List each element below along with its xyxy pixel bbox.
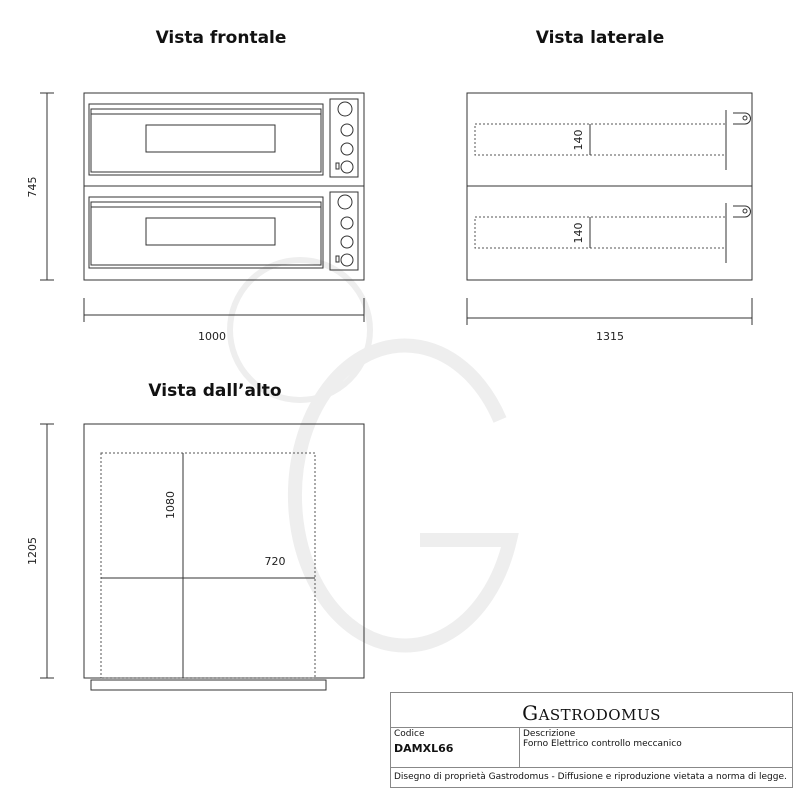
front-view-title: Vista frontale [155,28,287,48]
code-label: Codice [394,729,425,739]
top-chamber-width-dim: 720 [264,555,286,568]
front-height-dim: 745 [26,176,39,198]
top-view-title: Vista dall’alto [148,381,282,401]
top-view [26,424,364,690]
side-view [467,93,752,343]
description-value: Forno Elettrico controllo meccanico [523,739,682,749]
side-depth-dim: 1315 [596,330,624,343]
front-width-dim: 1000 [198,330,226,343]
brand-logo: GASTRODOMUS [391,693,792,728]
side-chamber-height-dim-upper: 140 [572,129,585,151]
title-block [390,692,793,788]
oven-deck-lower [89,192,358,270]
ownership-notice: Disegno di proprietà Gastrodomus - Diffusione e riproduzione vietata a norma di legge. [394,772,787,782]
top-depth-dim: 1205 [26,537,39,565]
top-chamber-depth-dim: 1080 [164,491,177,519]
front-view [26,93,364,343]
side-view-title: Vista laterale [535,28,665,48]
description-label: Descrizione [523,729,576,739]
side-chamber-height-dim-lower: 140 [572,222,585,244]
oven-deck-upper [89,99,358,177]
code-value: DAMXL66 [394,742,454,755]
